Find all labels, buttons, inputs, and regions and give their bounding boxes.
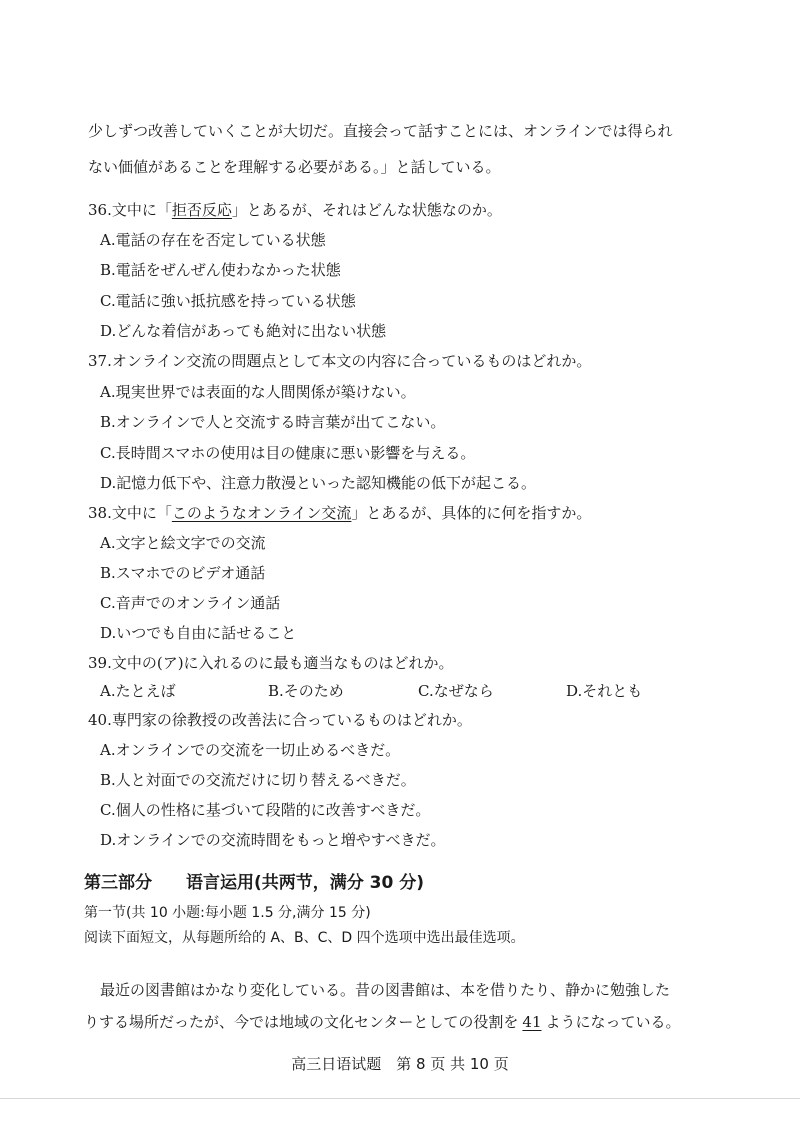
option-c: C.電話に強い抵抗感を持っている状態 [100, 292, 356, 310]
underlined-term: このようなオンライン交流 [171, 504, 352, 522]
option-b: B.そのため [268, 682, 344, 700]
option-d: D.いつでも自由に話せること [100, 624, 297, 642]
section-subheading: 第一节(共 10 小题:每小题 1.5 分,满分 15 分) [84, 905, 371, 921]
option-a: A.たとえば [100, 682, 176, 700]
passage-line-2: りする場所だったが、今では地域の文化センターとしての役割を 41 ようになっている。 [84, 1013, 681, 1031]
question-38-stem: 38.文中に「このようなオンライン交流」とあるが、具体的に何を指すか。 [88, 504, 592, 522]
option-c: C.個人の性格に基づいて段階的に改善すべきだ。 [100, 801, 431, 819]
question-39-stem: 39.文中の(ア)に入れるのに最も適当なものはどれか。 [88, 654, 454, 672]
option-d: D.記憶力低下や、注意力散漫といった認知機能の低下が起こる。 [100, 474, 536, 492]
passage-line-1: 少しずつ改善していくことが大切だ。直接会って話すことには、オンラインでは得られ [88, 122, 673, 140]
blank-41: 41 [522, 1013, 542, 1031]
option-a: A.オンラインでの交流を一切止めるべきだ。 [100, 741, 401, 759]
option-a: A.文字と絵文字での交流 [100, 534, 266, 552]
question-36-stem: 36.文中に「拒否反応」とあるが、それはどんな状態なのか。 [88, 201, 502, 219]
option-b: B.オンラインで人と交流する時言葉が出てこない。 [100, 413, 446, 431]
passage-line-1: 最近の図書館はかなり変化している。昔の図書館は、本を借りたり、静かに勉強した [100, 981, 671, 999]
page-bottom-rule [0, 1098, 800, 1099]
section-heading: 第三部分 语言运用(共两节，满分 30 分) [84, 873, 425, 893]
option-c: C.長時間スマホの使用は目の健康に悪い影響を与える。 [100, 444, 476, 462]
option-c: C.音声でのオンライン通話 [100, 594, 281, 612]
page-footer: 高三日语试题 第 8 页 共 10 页 [291, 1055, 509, 1073]
option-d: D.どんな着信があっても絶対に出ない状態 [100, 322, 387, 340]
question-37-stem: 37.オンライン交流の問題点として本文の内容に合っているものはどれか。 [88, 352, 592, 370]
option-a: A.現実世界では表面的な人間関係が築けない。 [100, 383, 416, 401]
option-b: B.人と対面での交流だけに切り替えるべきだ。 [100, 771, 416, 789]
question-40-stem: 40.専門家の徐教授の改善法に合っているものはどれか。 [88, 711, 472, 729]
passage-line-2: ない価値があることを理解する必要がある。」と話している。 [88, 158, 501, 176]
option-a: A.電話の存在を否定している状態 [100, 231, 326, 249]
option-d: D.オンラインでの交流時間をもっと増やすべきだ。 [100, 831, 446, 849]
option-b: B.電話をぜんぜん使わなかった状態 [100, 261, 341, 279]
section-instruction: 阅读下面短文，从每题所给的 A、B、C、D 四个选项中选出最佳选项。 [84, 930, 525, 946]
option-d: D.それとも [566, 682, 643, 700]
underlined-term: 拒否反応 [171, 201, 232, 219]
option-c: C.なぜなら [418, 682, 494, 700]
option-b: B.スマホでのビデオ通話 [100, 564, 266, 582]
